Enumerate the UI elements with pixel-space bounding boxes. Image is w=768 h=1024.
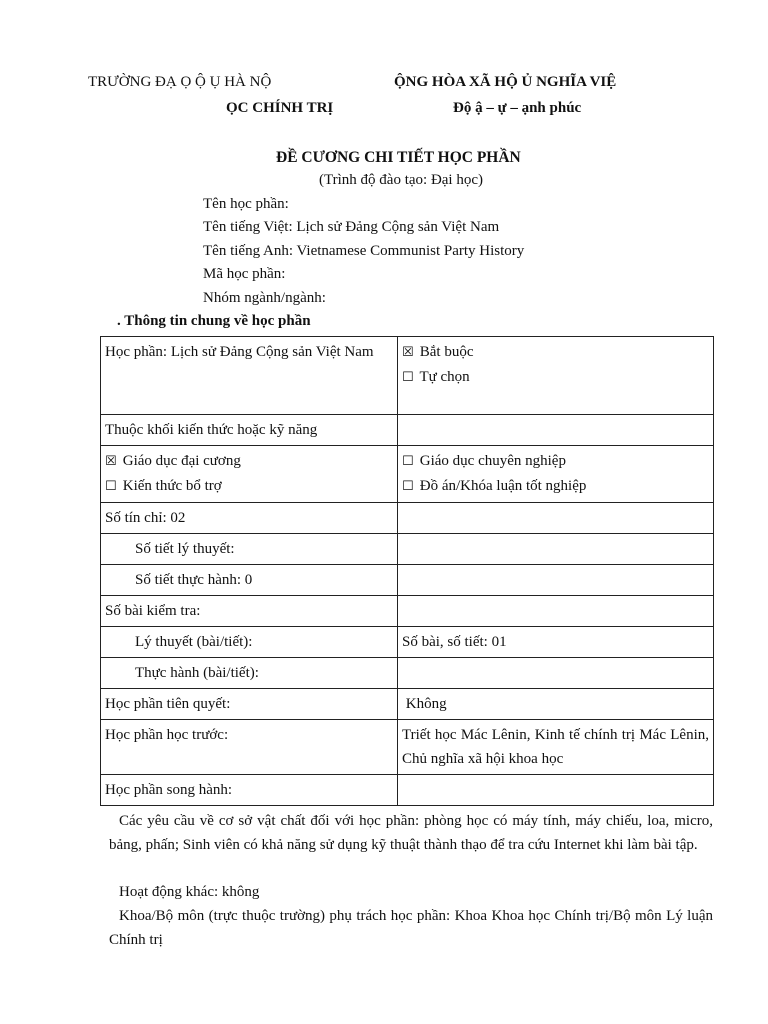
- tests-theory-value: Số bài, số tiết: 01: [398, 627, 714, 658]
- empty-cell: [398, 415, 714, 446]
- checkbox-icon: ☐: [402, 479, 414, 494]
- course-group: Nhóm ngành/ngành:: [203, 290, 326, 306]
- table-row: [101, 775, 714, 806]
- option-professional[interactable]: [402, 449, 709, 474]
- course-name-en: Tên tiếng Anh: Vietnamese Communist Party History: [203, 243, 525, 259]
- checked-box-icon: ☒: [402, 345, 414, 360]
- course-code: Mã học phần:: [203, 266, 286, 282]
- table-row: [101, 337, 714, 415]
- section-heading: . Thông tin chung về học phần: [117, 313, 311, 329]
- option-supplementary[interactable]: [105, 474, 393, 499]
- option-general-education[interactable]: [105, 449, 393, 474]
- empty-cell: [398, 534, 714, 565]
- tests-practice-label: Thực hành (bài/tiết):: [101, 658, 398, 689]
- prerequisite-value: Không: [398, 689, 714, 720]
- document-subtitle: (Trình độ đào tạo: Đại học): [319, 172, 484, 188]
- block-options-right: [398, 446, 714, 503]
- option-thesis[interactable]: [402, 474, 709, 499]
- course-info-table: [100, 336, 714, 806]
- parallel-course-label: Học phần song hành:: [101, 775, 398, 806]
- prerequisite-label: Học phần tiên quyết:: [101, 689, 398, 720]
- checkbox-icon: ☐: [402, 370, 414, 385]
- option-label: Giáo dục chuyên nghiệp: [419, 453, 566, 469]
- option-mandatory[interactable]: [402, 340, 709, 365]
- national-title: ỘNG HÒA XÃ HỘ Ủ NGHĨA VIỆ: [394, 74, 617, 90]
- document-title: ĐỀ CƯƠNG CHI TIẾT HỌC PHẦN: [276, 149, 521, 166]
- practice-hours-label: Số tiết thực hành: 0: [101, 565, 398, 596]
- empty-cell: [398, 596, 714, 627]
- option-label: Tự chọn: [419, 369, 470, 385]
- school-name-line1: TRƯỜNG ĐẠ Ọ Ộ Ụ HÀ NỘ: [88, 74, 272, 90]
- course-cell: Học phần: Lịch sử Đảng Cộng sản Việt Nam: [101, 337, 398, 415]
- table-row: [101, 689, 714, 720]
- checkbox-icon: ☐: [105, 479, 117, 494]
- knowledge-block-label: Thuộc khối kiến thức hoặc kỹ năng: [101, 415, 398, 446]
- option-label: Đồ án/Khóa luận tốt nghiệp: [419, 478, 587, 494]
- table-row: [101, 596, 714, 627]
- checkbox-icon: ☐: [402, 454, 414, 469]
- option-label: Kiến thức bổ trợ: [122, 478, 222, 494]
- empty-cell: [398, 658, 714, 689]
- table-row: [101, 658, 714, 689]
- tests-label: Số bài kiểm tra:: [101, 596, 398, 627]
- facilities-paragraph: Các yêu cầu về cơ sở vật chất đối với học phần: phòng học có máy tính, máy chiếu, loa, micro, bảng, phấn; Sinh viên có khả năng sử dụng kỹ thuật thành thạo để tra cứu Internet khi làm bài tập.: [109, 813, 713, 853]
- school-name-line2: ỌC CHÍNH TRỊ: [226, 100, 334, 116]
- course-name-vn: Tên tiếng Việt: Lịch sử Đảng Cộng sản Việt Nam: [203, 219, 500, 235]
- table-row: [101, 720, 714, 775]
- table-row: [101, 503, 714, 534]
- empty-cell: [398, 775, 714, 806]
- table-row: [101, 415, 714, 446]
- table-row: [101, 627, 714, 658]
- block-options-left: [101, 446, 398, 503]
- course-type-cell: [398, 337, 714, 415]
- empty-cell: [398, 565, 714, 596]
- other-activities: Hoạt động khác: không: [119, 884, 260, 900]
- course-name-label: Tên học phần:: [203, 196, 289, 212]
- table-row: [101, 534, 714, 565]
- prior-course-value: Triết học Mác Lênin, Kinh tế chính trị Mác Lênin, Chủ nghĩa xã hội khoa học: [398, 720, 714, 775]
- prior-course-label: Học phần học trước:: [101, 720, 398, 775]
- tests-theory-label: Lý thuyết (bài/tiết):: [101, 627, 398, 658]
- table-row: [101, 446, 714, 503]
- checked-box-icon: ☒: [105, 454, 117, 469]
- theory-hours-label: Số tiết lý thuyết:: [101, 534, 398, 565]
- option-label: Giáo dục đại cương: [122, 453, 241, 469]
- empty-cell: [398, 503, 714, 534]
- option-elective[interactable]: [402, 365, 709, 390]
- credits-label: Số tín chỉ: 02: [101, 503, 398, 534]
- department-paragraph: Khoa/Bộ môn (trực thuộc trường) phụ trách học phần: Khoa Khoa học Chính trị/Bộ môn Lý luận Chính trị: [109, 908, 713, 948]
- table-row: [101, 565, 714, 596]
- option-label: Bắt buộc: [419, 344, 474, 360]
- national-motto: Độ ậ – ự – ạnh phúc: [453, 100, 582, 116]
